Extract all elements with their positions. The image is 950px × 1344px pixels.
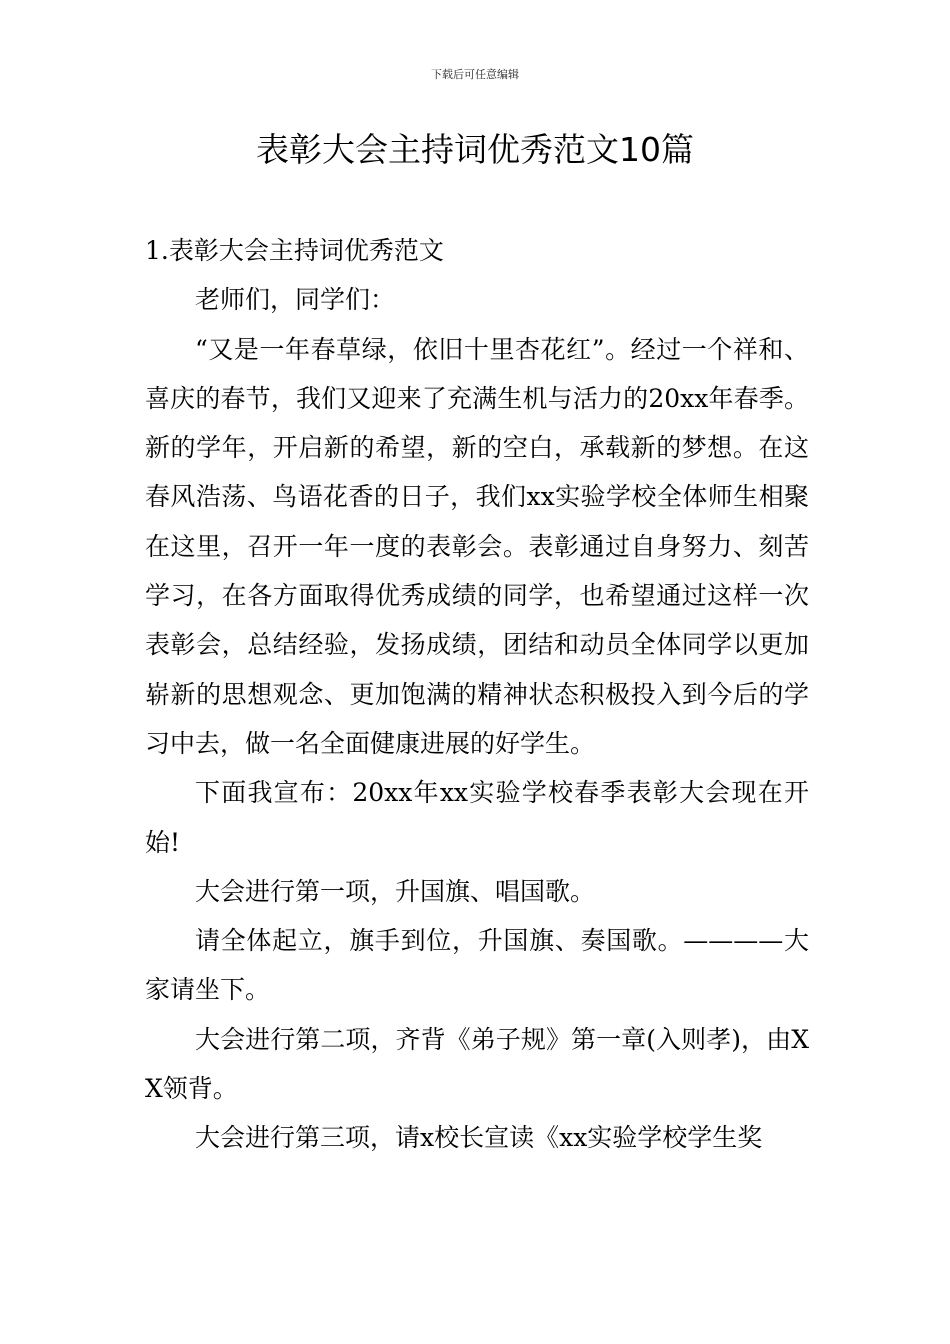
- document-body: [145, 226, 809, 1163]
- paragraph-item-3: 大会进行第三项，请x校长宣读《xx实验学校学生奖: [195, 1123, 763, 1153]
- paragraph-flag-raising: 请全体起立，旗手到位，升国旗、奏国歌。————大家请坐下。: [145, 926, 809, 1005]
- paragraph-item-1: 大会进行第一项，升国旗、唱国歌。: [195, 876, 596, 906]
- paragraph-item-2: 大会进行第二项，齐背《弟子规》第一章(入则孝)，由XX领背。: [145, 1024, 809, 1104]
- section-heading: 1.表彰大会主持词优秀范文: [145, 236, 444, 265]
- document-title: 表彰大会主持词优秀范文10篇: [256, 130, 694, 169]
- paragraph-greeting: 老师们，同学们：: [195, 285, 396, 315]
- header-note: 下载后可任意编辑: [431, 68, 519, 81]
- paragraph-opening: “又是一年春草绿，依旧十里杏花红”。经过一个祥和、喜庆的春节，我们又迎来了充满生机与活力的20xx年春季。新的学年，开启新的希望，新的空白，承载新的梦想。在这春风浩荡、鸟语花香的日子，我们xx实验学校全体师生相聚在这里，召开一年一度的表彰会。表彰通过自身努力、刻苦学习，在各方面取得优秀成绩的同学，也希望通过这样一次表彰会，总结经验，发扬成绩，团结和动员全体同学以更加崭新的思想观念、更加饱满的精神状态积极投入到今后的学习中去，做一名全面健康进展的好学生。: [145, 334, 809, 758]
- paragraph-announcement: 下面我宣布：20xx年xx实验学校春季表彰大会现在开始!: [145, 778, 809, 857]
